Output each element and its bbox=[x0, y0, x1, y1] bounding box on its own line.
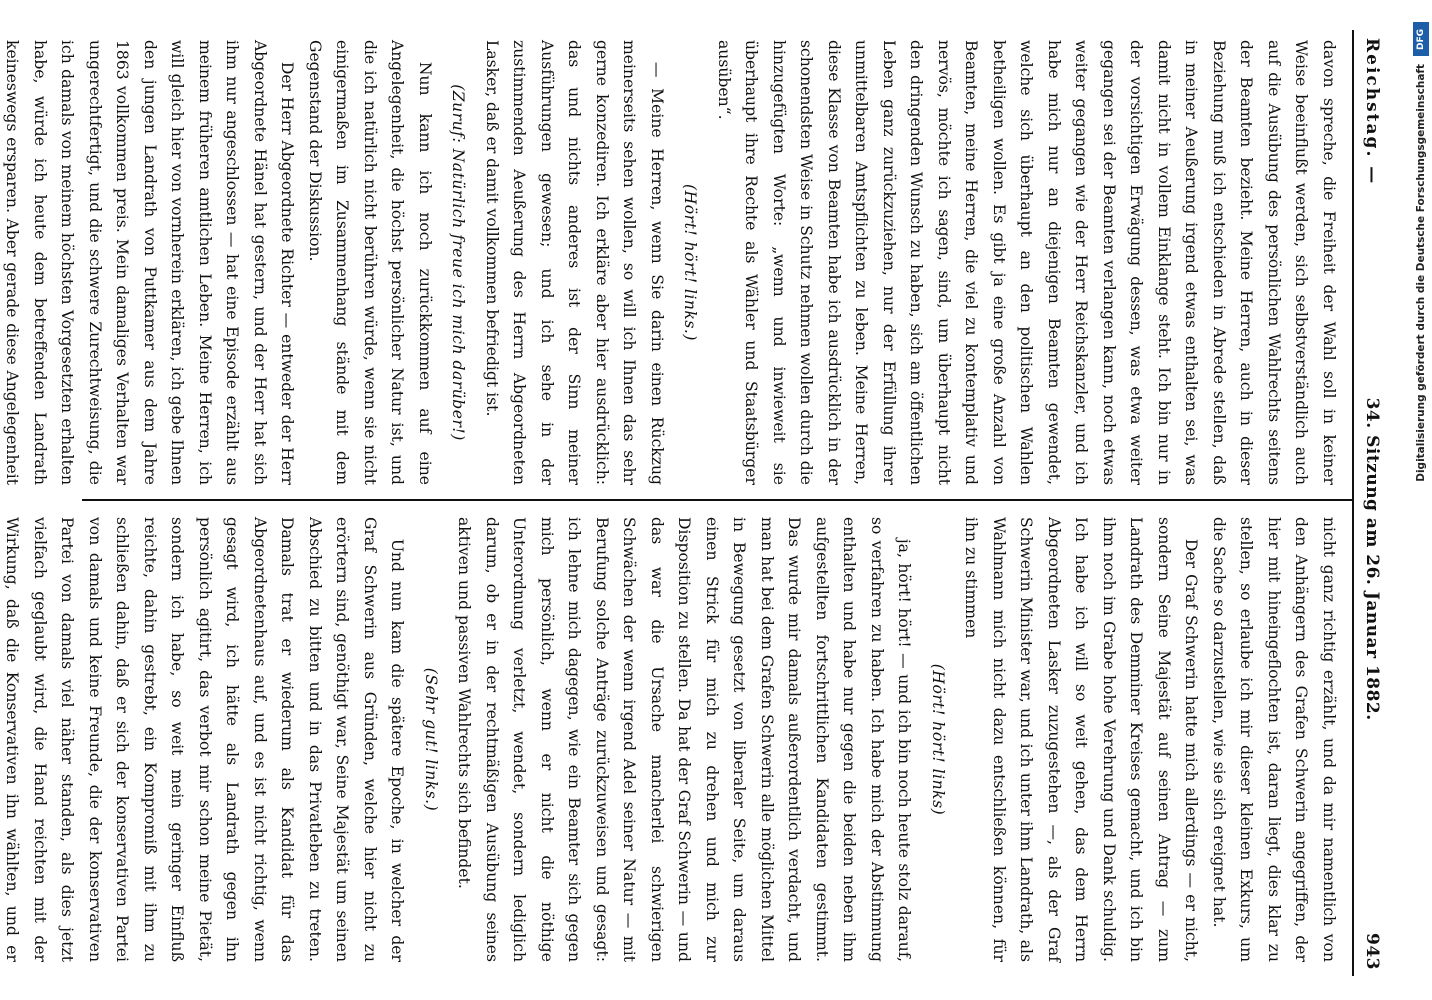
paragraph: Der Herr Abgeordnete Richter — entweder der Herr Abgeordnete Hänel hat gestern, und der Herr hat sich ihm nur angeschlossen — hat eine Episode erzählt aus meinem früheren amtlichen Leben. Meine Herren, ich will gleich hier von vornherein erklären, ich gebe Ihnen den jungen Landrath von Puttkamer aus dem Jahre 1863 vollkommen preis. Mein damaliges Verhalten war ungerechtfertigt, und die schwere Zurechtweisung, die ich damals von meinem höchsten Vorgesetzten erhalten habe, würde ich heute dem betreffenden Landrath keineswegs ersparen. Aber gerade diese Angelegenheit bbox=[3, 40, 297, 485]
interjection: (Hört! hört! links) bbox=[929, 663, 947, 816]
scanned-page bbox=[3, 0, 1400, 1000]
interjection: (Zuruf: Natürlich freue ich mich darüber!) bbox=[449, 84, 468, 441]
page-number: 943 bbox=[1362, 932, 1382, 970]
text-columns bbox=[3, 30, 1352, 976]
paragraph: Der Graf Schwerin hatte mich allerdings — er nicht, sondern Seine Majestät auf seinen Antrag — zum Landrath des Demminer Kreises gemacht, und ich bin ihm noch im Grabe hohe Verehrung und Dank schuldig. Ich habe ich will so weit gehen, das dem Herrn Abgeordneten Lasker zuzugestehen —, als der Graf Schwerin Minister war, und ich unter ihm Landrath, als Wahlmann mich nicht dazu entschließen können, für ihn zu stimmen bbox=[962, 517, 1201, 962]
paragraph: davon spreche, die Freiheit der Wahl soll in keiner Weise beeinflußt werden, sich selbstverständlich auch auf die Ausübung des persönlichen Wahlrechts seitens der Beamten bezieht. Meine Herren, auch in dieser Beziehung muß ich entschieden in Abrede stellen, daß in meiner Aeußerung irgend etwas enthalten sei, was damit nicht in vollem Einklange steht. Ich bin nur in der vorsichtigen Erwägung dessen, was etwa weiter gegangen sei der Beamten verlangen kann, noch etwas weiter gegangen wie der Herr Reichskanzler, und ich habe mich nur an diejenigen Beamten gewendet, welche sich überhaupt an den politischen Wahlen betheiligen wollen. Es gibt ja eine große Anzahl von Beamten, meine Herren, die viel zu kontemplativ und nervös, möchte ich sagen, sind, um überhaupt nicht den dringenden Wunsch zu haben, sich am öffentlichen Leben ganz zurückzuziehen, nur der Erfüllung ihrer unmittelbaren Amtspflichten zu leben. Meine Herren, diese Klasse von Beamten habe ich ausdrücklich in der schonendsten Weise in Schutz nehmen wollen durch die hinzugefügten Worte: „wenn und inwieweit sie überhaupt ihre Rechte als Wähler und Staatsbürger ausüben“. bbox=[715, 40, 1338, 485]
left-column bbox=[3, 30, 1352, 499]
interjection: (Hört! hört! links.) bbox=[681, 184, 700, 341]
dfg-credit: Digitalisierung gefördert durch die Deutsche Forschungsgemeinschaft bbox=[1415, 64, 1427, 482]
paragraph: nicht ganz richtig erzählt, und da mir namentlich von den Anhängern des Grafen Schwerin angegriffen, der hier mit hineingeflochten ist, daran liegt, dies klar zu stellen, so erlaube ich mir dieser kleinen Exkurs, um die Sache so darzustellen, wie sie sich ereignet hat. bbox=[1210, 517, 1338, 962]
paragraph: ja, hört! hört! — und ich bin noch heute stolz darauf, so verfahren zu haben. Ich habe mich der Abstimmung enthalten und habe nur gegen die beiden neben ihm aufgestellten fortschrittlichen Kandidaten gestimmt. Das wurde mir damals außerordentlich verdacht, und man hat bei dem Grafen Schwerin alle möglichen Mittel in Bewegung gesetzt von liberaler Seite, um daraus einen Strick für mich zu drehen und mich zur Disposition zu stellen. Da hat der Graf Schwerin — und das war die Ursache mancherlei schwierigen Schwächen der wenn irgend Adel seiner Natur — mit Berufung solche Anträge zurückzuweisen und gesagt: ich lehne mich dagegen, wie ein Beamter sich gegen mich persönlich, wenn er nicht die nöthige Unterordnung verletzt, wendet, sondern lediglich darum, ob er in der rechtmäßigen Ausübung seines aktiven und passiven Wahlrechts sich befindet. bbox=[455, 517, 914, 962]
page-header bbox=[1352, 30, 1382, 976]
right-column bbox=[3, 499, 1352, 976]
interjection: (Sehr gut! links.) bbox=[422, 667, 440, 812]
header-session: 34. Sitzung am 26. Januar 1882. bbox=[1362, 397, 1382, 721]
dfg-side-strip bbox=[1410, 0, 1432, 1000]
header-left: Reichstag. — bbox=[1362, 38, 1382, 186]
paragraph: Und nun kam die spätere Epoche, in welcher der Graf Schwerin aus Gründen, welche hier nicht zu erörtern sind, genöthigt war, Seine Majestät um seinen Abschied zu bitten und in das Privatleben zu treten. Damals trat er wiederum als Kandidat für das Abgeordnetenhaus auf, und es ist nicht richtig, wenn gesagt wird, ich hätte als Landrath gegen ihn persönlich agitirt, das verbot mir schon meine Pietät, sondern ich habe, so weit mein geringer Einfluß reichte, dahin gestrebt, ein Kompromiß mit ihm zu schließen dahin, daß er sich der konservativen Partei von damals und keine Freunde, die der konservativen Partei von damals viel näher standen, als dies jetzt vielfach geglaubt wird, die Hand reichten mit der Wirkung, daß die Konservativen ihn wählten, und er bbox=[3, 517, 407, 962]
paragraph: — Meine Herren, wenn Sie darin einen Rückzug meinerseits sehen wollen, so will ich Ihnen das sehr gerne konzediren. Ich erkläre aber hier ausdrücklich: das und nichts anderes ist der Sinn meiner Ausführungen gewesen; und ich sehe in der zustimmenden Aeußerung des Herrn Abgeordneten Lasker, daß er damit vollkommen befriedigt ist. bbox=[483, 40, 666, 485]
paragraph: Nun kann ich noch zurückkommen auf eine Angelegenheit, die höchst persönlicher Natur ist, und die ich natürlich nicht berühren würde, wenn sie nicht einigermaßen im Zusammenhang stände mit dem Gegenstand der Diskussion. bbox=[306, 40, 434, 485]
dfg-logo: DFG bbox=[1413, 22, 1429, 56]
